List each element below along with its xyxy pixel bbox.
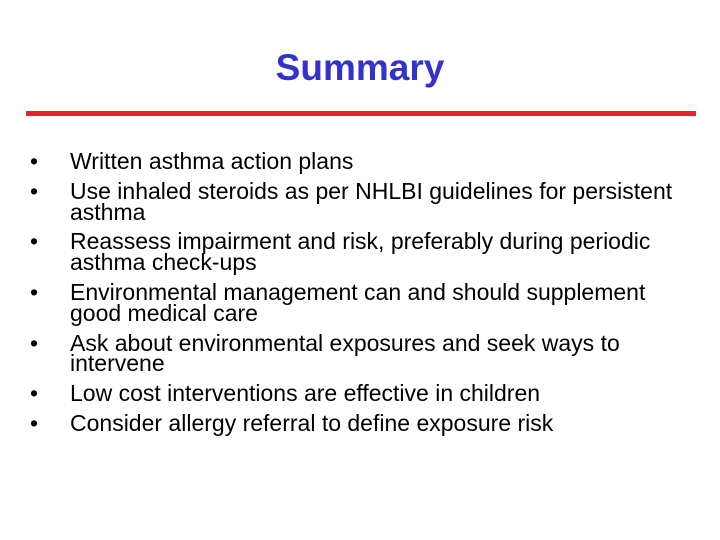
bullet-dot-icon: • (30, 409, 39, 436)
bullet-item (30, 380, 690, 407)
bullet-text: Written asthma action plans (70, 148, 354, 174)
bullet-text: Use inhaled steroids as per NHLBI guidelines for persistent asthma (70, 177, 673, 225)
bullet-item (30, 228, 690, 276)
bullet-item (30, 278, 690, 326)
bullet-text: Low cost interventions are effective in children (70, 380, 541, 407)
bullet-dot-icon: • (30, 380, 39, 407)
bullet-text: Consider allergy referral to define exposure risk (70, 409, 554, 436)
bullet-dot-icon: • (30, 329, 39, 356)
bullet-dot-icon: • (30, 228, 39, 255)
bullet-item (30, 177, 690, 225)
bullet-item (30, 148, 690, 174)
title-divider (26, 111, 696, 116)
bullet-item (30, 329, 690, 377)
bullet-text: Ask about environmental exposures and seek ways to intervene (70, 329, 620, 377)
bullet-list (30, 148, 690, 443)
bullet-dot-icon: • (30, 278, 39, 305)
slide-title: Summary (275, 47, 445, 88)
bullet-dot-icon: • (30, 177, 39, 204)
bullet-text: Reassess impairment and risk, preferably during periodic asthma check-ups (70, 228, 651, 276)
bullet-item (30, 409, 690, 436)
bullet-dot-icon: • (30, 148, 39, 174)
bullet-text: Environmental management can and should supplement good medical care (70, 278, 646, 326)
